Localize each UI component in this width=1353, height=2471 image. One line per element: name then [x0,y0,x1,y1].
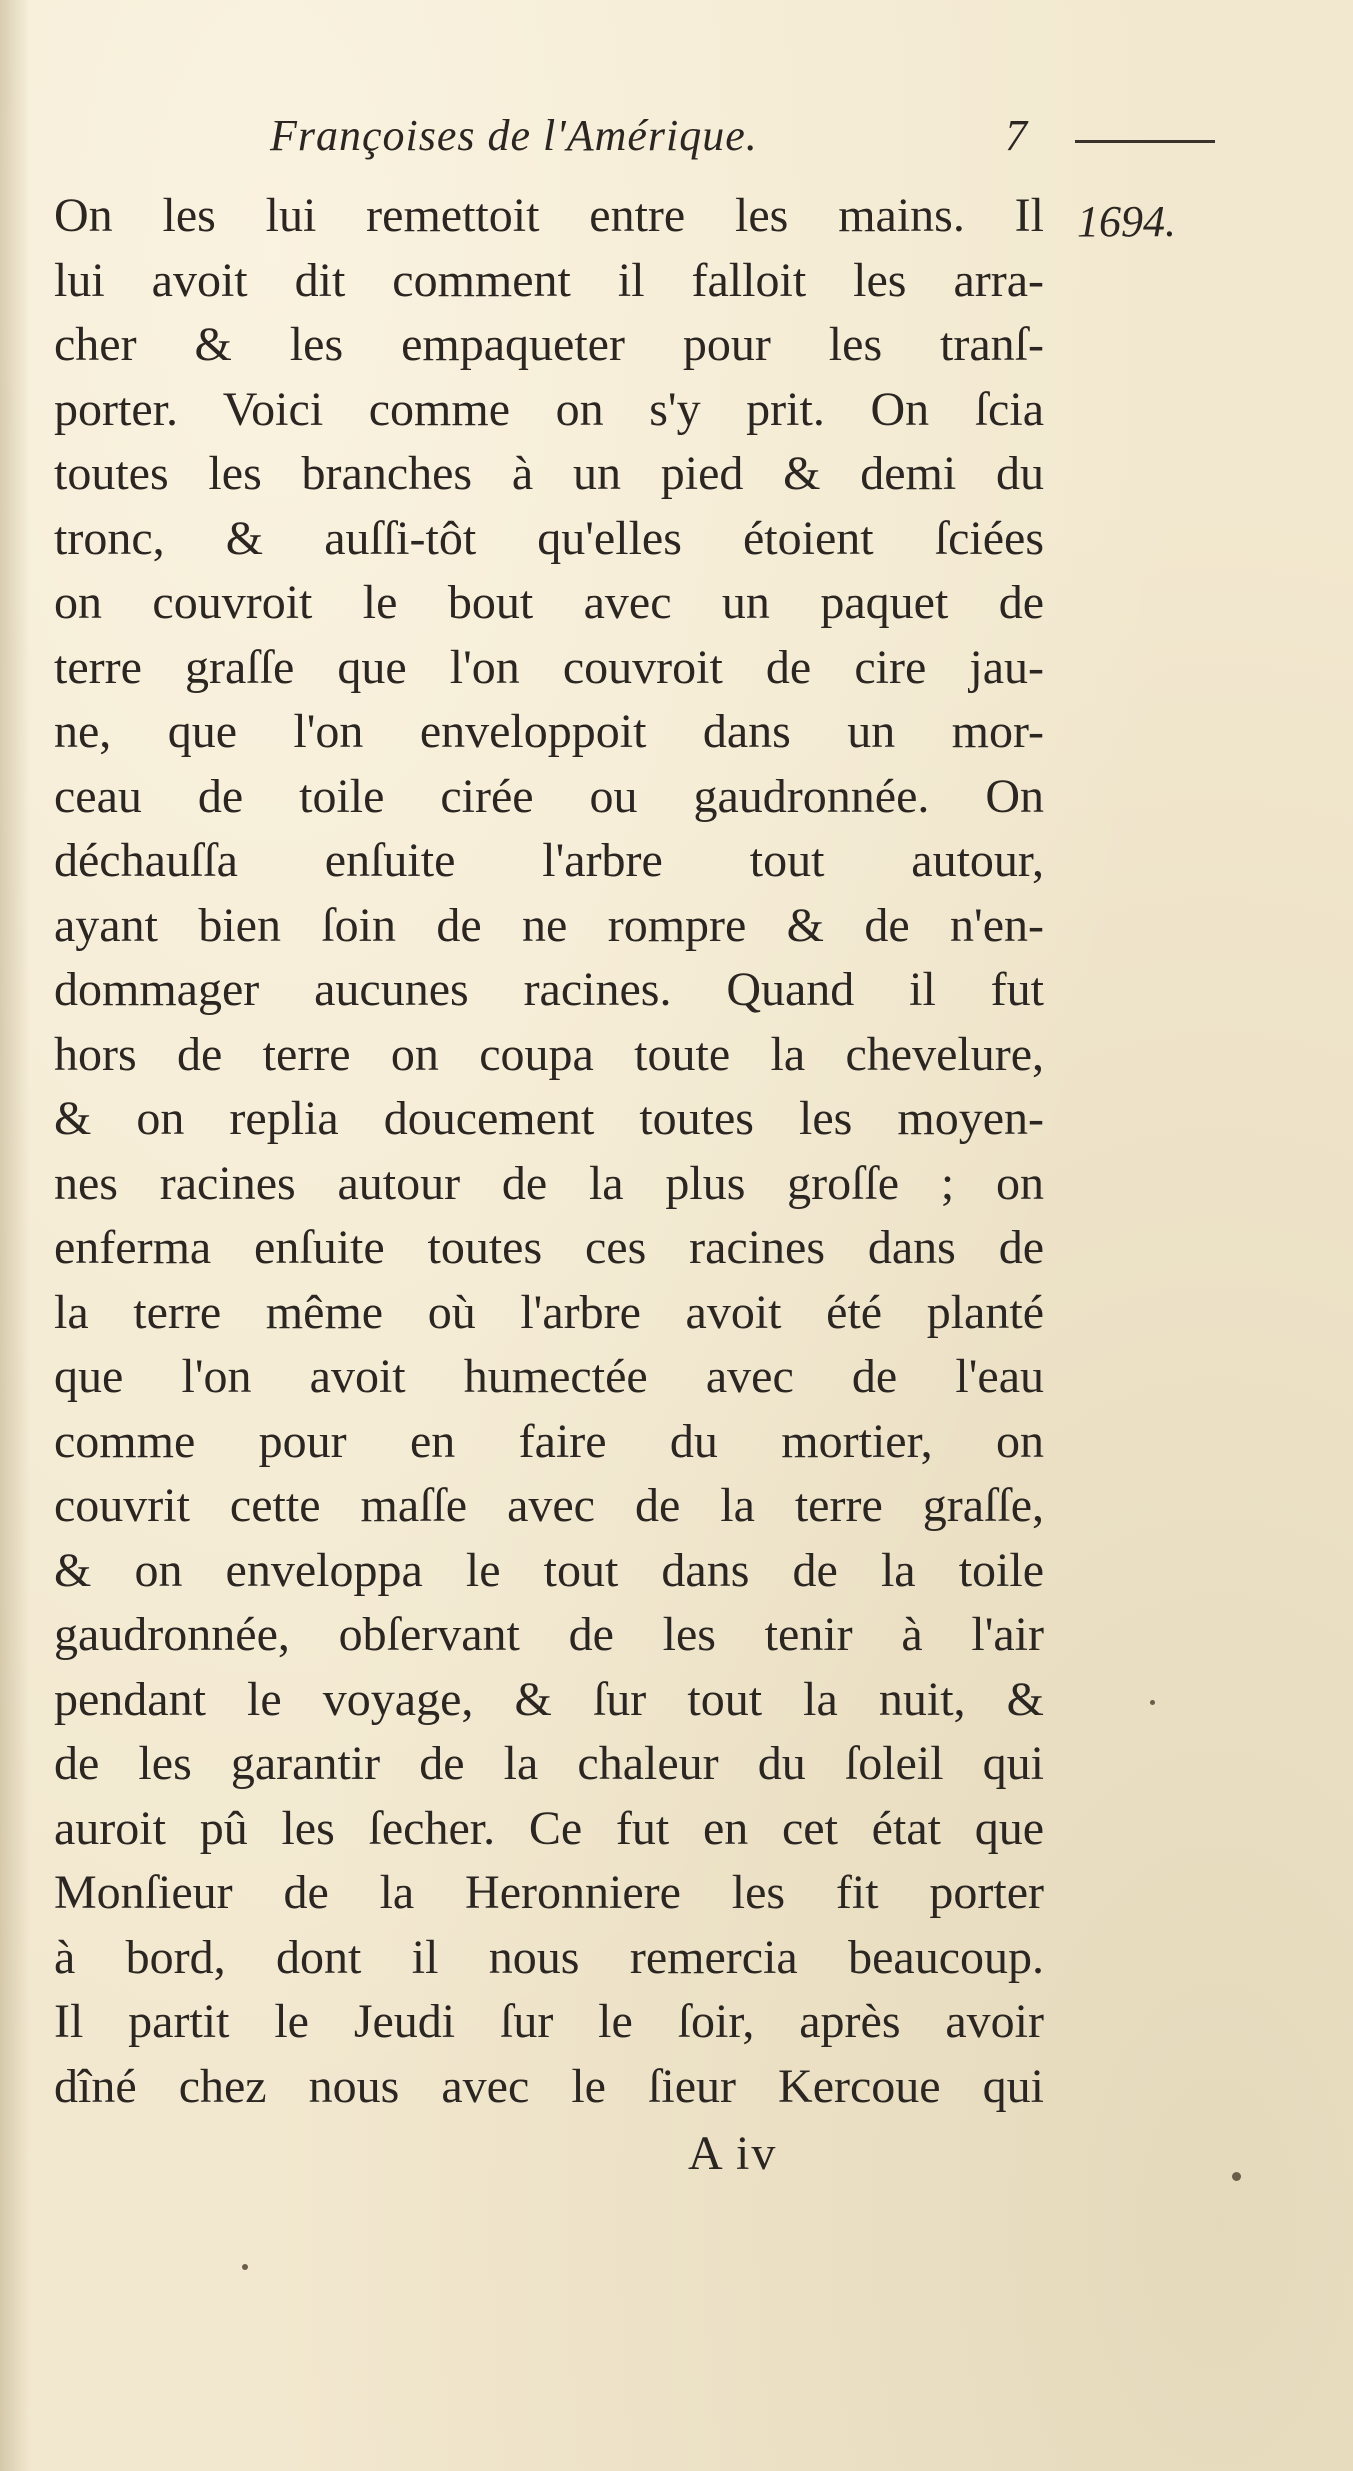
text-line: on couvroit le bout avec un paquet de [54,576,1044,629]
signature-mark: A iv [688,2127,778,2180]
body-text [54,184,1044,2119]
text-line: tronc, & auſſi-tôt qu'elles étoient ſciées [54,511,1044,565]
header-rule [1075,140,1215,143]
text-line: terre graſſe que l'on couvroit de cire jau- [54,640,1044,694]
text-line: dommager aucunes racines. Quand il fut [54,963,1044,1016]
paper-speck [242,2264,248,2270]
text-line: dîné chez nous avec le ſieur Kercoue qui [54,2059,1044,2113]
text-line: ceau de toile cirée ou gaudronnée. On [54,769,1044,823]
margin-note-year: 1694. [1077,197,1176,246]
running-title: Françoises de l'Amérique. [270,111,758,160]
text-line: que l'on avoit humectée avec de l'eau [54,1350,1044,1403]
text-line: auroit pû les ſecher. Ce fut en cet état que [54,1801,1044,1855]
text-line: comme pour en faire du mortier, on [54,1414,1044,1468]
text-line: la terre même où l'arbre avoit été planté [54,1285,1044,1339]
text-line: & on enveloppa le tout dans de la toile [54,1543,1044,1597]
page-header [0,100,1353,170]
text-line: On les lui remettoit entre les mains. Il [54,189,1044,242]
paper-speck [1232,2172,1241,2181]
text-line: pendant le voyage, & ſur tout la nuit, & [54,1672,1044,1726]
text-line: & on replia doucement toutes les moyen- [54,1092,1044,1145]
text-line: de les garantir de la chaleur du ſoleil qui [54,1737,1044,1790]
text-line: à bord, dont il nous remercia beaucoup. [54,1930,1044,1984]
text-line: cher & les empaqueter pour les tranſ- [54,318,1044,371]
gutter-shadow [0,0,30,2471]
text-line: couvrit cette maſſe avec de la terre graſſe, [54,1479,1044,1532]
text-line: nes racines autour de la plus groſſe ; on [54,1156,1044,1210]
text-line: déchauſſa enſuite l'arbre tout autour, [54,834,1044,887]
text-line: porter. Voici comme on s'y prit. On ſcia [54,382,1044,436]
text-line: Monſieur de la Heronniere les fit porter [54,1866,1044,1919]
text-line: hors de terre on coupa toute la chevelure, [54,1027,1044,1081]
page-number: 7 [1005,111,1027,160]
text-line: ayant bien ſoin de ne rompre & de n'en- [54,898,1044,952]
text-line: ne, que l'on enveloppoit dans un mor- [54,705,1044,758]
text-line: toutes les branches à un pied & demi du [54,447,1044,500]
text-line: gaudronnée, obſervant de les tenir à l'air [54,1608,1044,1661]
paper-speck [1150,1700,1155,1705]
text-line: Il partit le Jeudi ſur le ſoir, après avoir [54,1995,1044,2048]
text-line: lui avoit dit comment il falloit les arra- [54,253,1044,307]
text-line: enferma enſuite toutes ces racines dans de [54,1221,1044,1274]
